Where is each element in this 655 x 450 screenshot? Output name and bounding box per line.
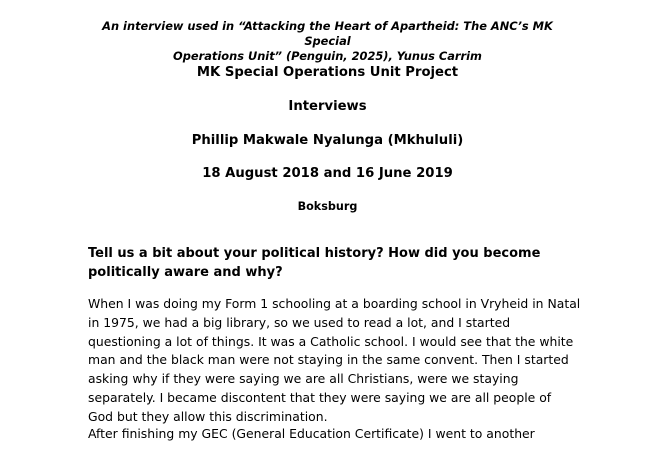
answer-line: asking why if they were saying we are all Christians, were we staying (88, 371, 519, 387)
answer-line: After finishing my GEC (General Education Certificate) I went to another (88, 426, 535, 441)
answer-line: separately. I became discontent that they were saying we are all people of (88, 389, 552, 405)
answer-paragraph-continued (88, 425, 618, 444)
source-note-line: An interview used in “Attacking the Heart of Apartheid: The ANC’s MK Special (102, 19, 553, 48)
answer-line: When I was doing my Form 1 schooling at a boarding school in Vryheid in Natal (88, 296, 581, 311)
answer-line: man and the black man were not staying in the same convent. Then I started (88, 352, 569, 368)
answer-line: questioning a lot of things. It was a Catholic school. I would see that the white (88, 333, 574, 349)
project-title: MK Special Operations Unit Project (196, 65, 459, 80)
question-line: Tell us a bit about your political history? How did you become (88, 246, 541, 261)
source-note (90, 19, 565, 64)
interview-question (88, 244, 608, 282)
interview-location: Boksburg (297, 200, 358, 213)
interviews-title: Interviews (288, 99, 367, 114)
interviewee-name: Phillip Makwale Nyalunga (Mkhululi) (191, 133, 464, 148)
answer-paragraph (88, 295, 618, 427)
answer-line: in 1975, we had a big library, so we used to read a lot, and I started (88, 314, 511, 330)
interview-dates: 18 August 2018 and 16 June 2019 (202, 166, 453, 181)
question-line: politically aware and why? (88, 265, 283, 280)
answer-line: God but they allow this discrimination. (88, 408, 328, 424)
source-note-line: Operations Unit” (Penguin, 2025), Yunus Carrim (173, 49, 482, 63)
